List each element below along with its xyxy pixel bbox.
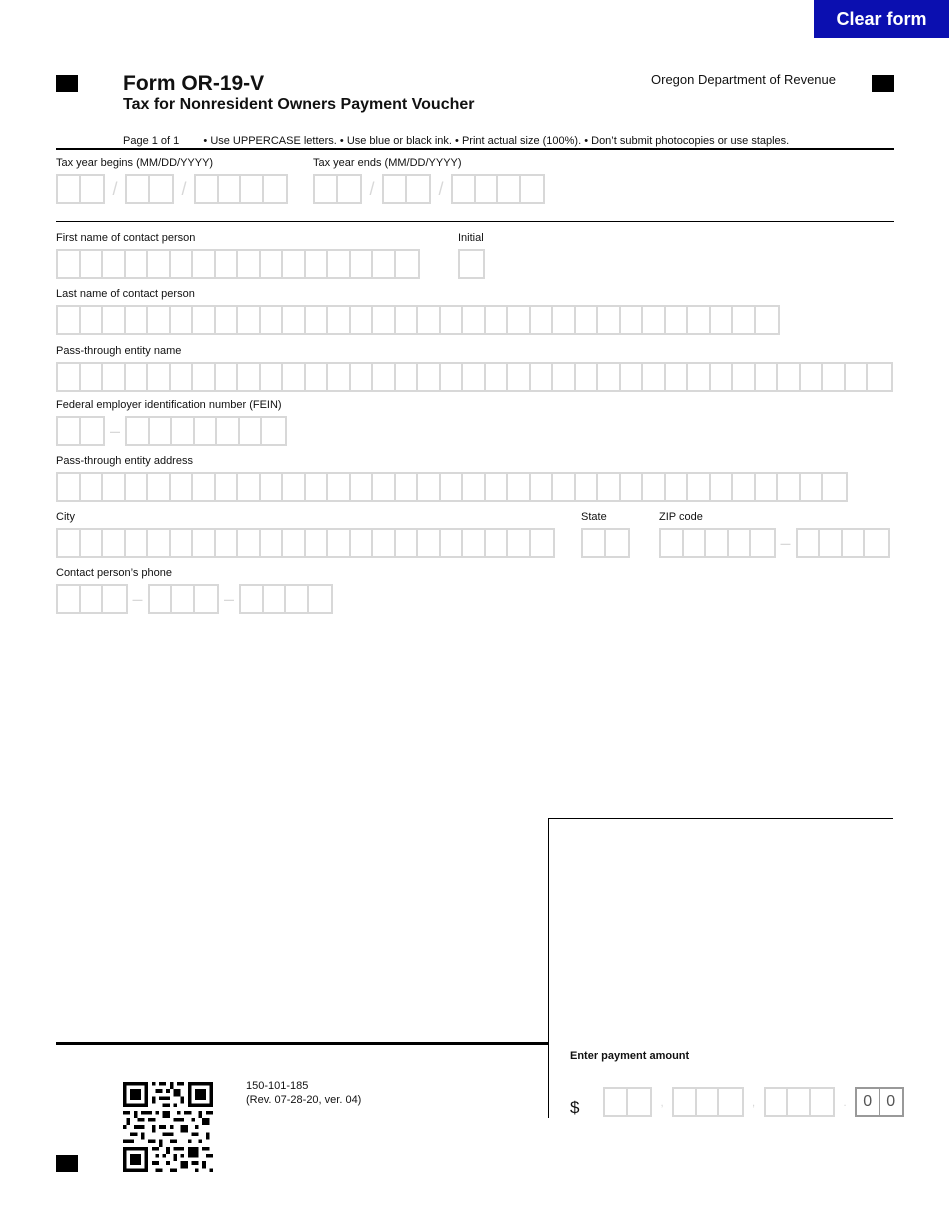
amount-units-boxes[interactable]: [764, 1087, 836, 1117]
last-name-boxes[interactable]: [56, 305, 780, 335]
state-label: State: [581, 511, 607, 523]
zip-plus4-boxes[interactable]: [796, 528, 890, 558]
registration-mark-top-right: [872, 75, 894, 92]
registration-mark-bottom-left: [56, 1155, 78, 1172]
day-boxes[interactable]: [125, 174, 174, 204]
tax-year-begins-field[interactable]: [56, 174, 288, 204]
payment-amount-field[interactable]: [603, 1087, 904, 1117]
tax-year-ends-field[interactable]: [313, 174, 545, 204]
voucher-left-border: [548, 818, 549, 1118]
date-separator: /: [369, 178, 375, 199]
phone-dash: –: [132, 588, 143, 609]
phone-field[interactable]: [56, 584, 333, 614]
zip-boxes[interactable]: [659, 528, 776, 558]
first-name-field[interactable]: [56, 249, 420, 279]
entity-address-field[interactable]: [56, 472, 848, 502]
instructions-text: • Use UPPERCASE letters. • Use blue or black ink. • Print actual size (100%). • Don’t submit photocopies or use staples.: [203, 135, 790, 147]
fein-dash: –: [109, 420, 120, 441]
last-name-label: Last name of contact person: [56, 288, 195, 300]
cents-digit: 0: [886, 1093, 896, 1110]
zip-field[interactable]: [659, 528, 890, 558]
entity-address-label: Pass-through entity address: [56, 455, 193, 467]
entity-name-label: Pass-through entity name: [56, 345, 182, 357]
decimal-point: .: [843, 1095, 847, 1109]
agency-name: Oregon Department of Revenue: [651, 72, 836, 87]
city-field[interactable]: [56, 528, 555, 558]
fein-suffix-boxes[interactable]: [125, 416, 287, 446]
state-field[interactable]: [581, 528, 630, 558]
initial-box[interactable]: [458, 249, 485, 279]
date-separator: /: [181, 178, 187, 199]
entity-name-field[interactable]: [56, 362, 893, 392]
month-boxes[interactable]: [313, 174, 362, 204]
phone-line-boxes[interactable]: [239, 584, 333, 614]
date-separator: /: [438, 178, 444, 199]
qr-code-icon: [123, 1082, 213, 1172]
first-name-boxes[interactable]: [56, 249, 420, 279]
year-boxes[interactable]: [451, 174, 545, 204]
state-boxes[interactable]: [581, 528, 630, 558]
date-separator: /: [112, 178, 118, 199]
zip-dash: –: [780, 532, 791, 553]
entity-name-boxes[interactable]: [56, 362, 893, 392]
thousands-comma: ,: [660, 1095, 664, 1109]
cents-digit: 0: [857, 1089, 880, 1115]
city-boxes[interactable]: [56, 528, 555, 558]
thousands-comma: ,: [751, 1095, 756, 1109]
form-title: Form OR-19-V: [123, 72, 265, 95]
payment-label: Enter payment amount: [570, 1050, 690, 1062]
voucher-top-border: [548, 818, 893, 819]
form-subtitle: Tax for Nonresident Owners Payment Voucher: [123, 96, 475, 113]
phone-dash: –: [223, 588, 234, 609]
tax-year-ends-label: Tax year ends (MM/DD/YYYY): [313, 157, 462, 169]
voucher-tear-line: [56, 1042, 549, 1045]
year-boxes[interactable]: [194, 174, 288, 204]
entity-address-boxes[interactable]: [56, 472, 848, 502]
fein-prefix-boxes[interactable]: [56, 416, 105, 446]
registration-mark-top-left: [56, 75, 78, 92]
month-boxes[interactable]: [56, 174, 105, 204]
phone-prefix-boxes[interactable]: [148, 584, 220, 614]
form-number: 150-101-185: [246, 1080, 309, 1092]
zip-label: ZIP code: [659, 511, 703, 523]
day-boxes[interactable]: [382, 174, 431, 204]
clear-form-button[interactable]: Clear form: [814, 0, 949, 38]
tax-year-begins-label: Tax year begins (MM/DD/YYYY): [56, 157, 214, 169]
fein-field[interactable]: [56, 416, 287, 446]
amount-millions-boxes[interactable]: [603, 1087, 652, 1117]
dollar-sign: $: [570, 1098, 580, 1117]
initial-label: Initial: [458, 232, 484, 244]
amount-thousands-boxes[interactable]: [672, 1087, 744, 1117]
initial-field[interactable]: [458, 249, 485, 279]
header-divider: [56, 148, 894, 150]
amount-cents-boxes: [855, 1087, 904, 1117]
form-revision: (Rev. 07-28-20, ver. 04): [246, 1094, 362, 1106]
phone-area-boxes[interactable]: [56, 584, 128, 614]
page-info: Page 1 of 1: [123, 135, 180, 147]
city-label: City: [56, 511, 75, 523]
phone-label: Contact person’s phone: [56, 567, 172, 579]
fein-label: Federal employer identification number (FEIN): [56, 399, 282, 411]
last-name-field[interactable]: [56, 305, 780, 335]
first-name-label: First name of contact person: [56, 232, 196, 244]
section-divider: [56, 221, 894, 222]
instructions-line: [123, 135, 789, 147]
